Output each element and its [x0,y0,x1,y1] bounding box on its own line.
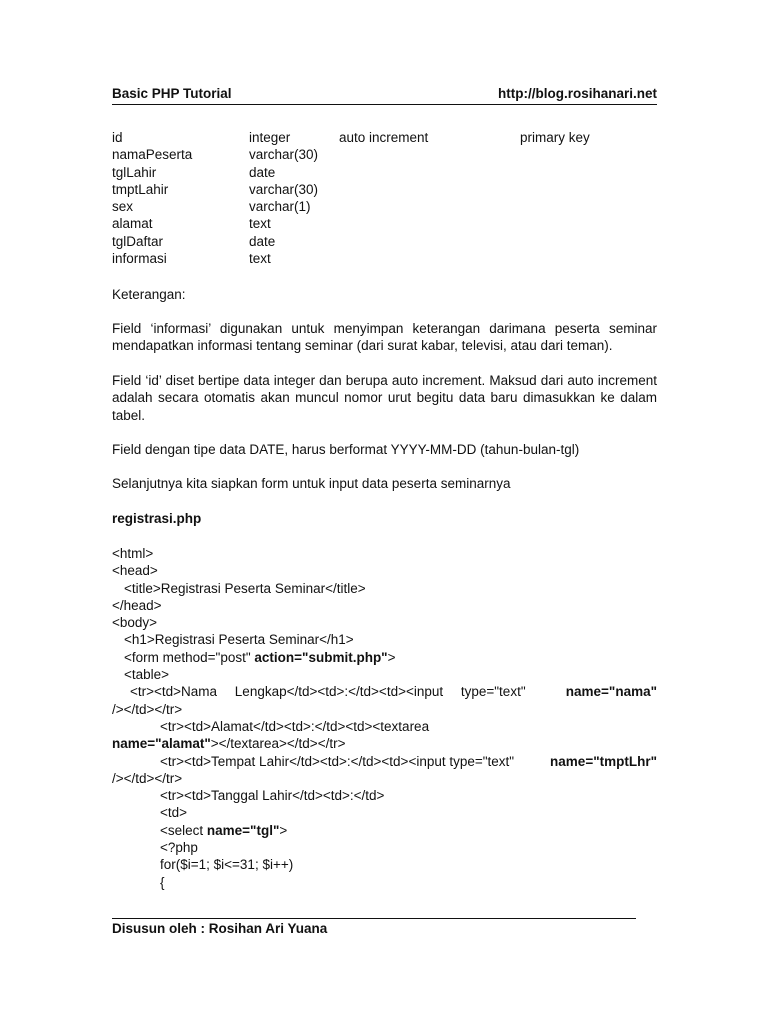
code-text: <select [160,822,207,838]
field-row [112,233,657,250]
paragraph-id: Field ‘id’ diset bertipe data integer dan berupa auto increment. Maksud dari auto increment adalah secara otomatis akan muncul nomor urut begitu data baru dimasukkan ke dalam tabel. [112,373,657,423]
field-type: text [249,216,271,232]
code-text: <title>Registrasi Peserta Seminar</title> [124,580,366,596]
field-extra: auto increment [339,130,429,145]
field-name: tglDaftar [112,233,164,249]
code-line [112,787,657,804]
code-text: <tr><td>Tanggal Lahir</td><td>:</td> [160,788,385,804]
field-row [112,146,657,163]
field-row [112,181,657,198]
code-text: > [387,649,396,665]
footer-divider [112,918,636,919]
code-line [112,597,657,614]
code-text: <form method="post" [124,649,255,665]
code-text-bold: name="tmptLhr" [550,753,657,769]
field-name: informasi [112,251,167,267]
field-name: sex [112,199,134,215]
code-line [112,856,657,873]
code-line [112,545,657,562]
code-text: <tr><td>Tempat Lahir</td><td>:</td><td><input type="text" [160,753,515,769]
field-row [112,129,657,146]
field-name: id [112,130,123,145]
field-row [112,164,657,181]
code-text: <?php [160,840,198,856]
code-line [112,683,657,700]
filename-heading: registrasi.php [112,511,202,526]
code-line [112,874,657,891]
code-text: /></td></tr> [112,701,183,717]
code-text: </head> [112,597,162,613]
field-row [112,198,657,215]
code-line [112,631,657,648]
field-row [112,215,657,232]
code-listing [112,545,657,891]
field-type: varchar(1) [249,199,311,215]
paragraph-date-format: Field dengan tipe data DATE, harus berformat YYYY-MM-DD (tahun-bulan-tgl) [112,442,580,457]
code-text-bold: name="nama" [565,684,657,700]
code-line [112,770,657,787]
code-line [112,666,657,683]
code-text: <html> [112,546,154,561]
page-header [112,86,657,104]
code-line [112,562,657,579]
code-line [112,822,657,839]
code-line [112,580,657,597]
code-line [112,735,657,752]
code-line [112,649,657,666]
header-url: http://blog.rosihanari.net [498,86,657,101]
code-line [112,718,657,735]
field-table [112,129,657,267]
footer-author: Disusun oleh : Rosihan Ari Yuana [112,921,328,936]
code-text-bold: action="submit.php" [254,649,388,665]
paragraph-informasi: Field ‘informasi’ digunakan untuk menyimpan keterangan darimana peserta seminar mendapatkan informasi tentang seminar (dari surat kabar, televisi, atau dari teman). [112,321,657,354]
code-line [112,614,657,631]
code-text: for($i=1; $i<=31; $i++) [160,857,294,873]
field-row [112,250,657,267]
code-line [112,753,657,770]
paragraph-next: Selanjutnya kita siapkan form untuk input data peserta seminarnya [112,476,511,491]
header-divider [112,104,657,105]
code-text: > [279,822,288,838]
field-key: primary key [520,130,590,145]
field-name: alamat [112,216,153,232]
field-type: text [249,251,271,267]
code-text: <head> [112,563,158,579]
field-type: integer [249,130,291,145]
code-text: <tr><td>Nama Lengkap</td><td>:</td><td><input type="text" [130,684,526,700]
code-line [112,701,657,718]
code-text: { [160,874,165,890]
field-type: varchar(30) [249,181,319,197]
code-line [112,839,657,856]
field-name: tglLahir [112,164,157,180]
field-name: tmptLahir [112,181,169,197]
field-name: namaPeserta [112,147,193,163]
header-title: Basic PHP Tutorial [112,86,232,101]
code-text: /></td></tr> [112,770,183,786]
code-text-bold: name="tgl" [206,822,280,838]
field-type: varchar(30) [249,147,319,163]
code-line [112,804,657,821]
field-type: date [249,164,276,180]
code-text: <h1>Registrasi Peserta Seminar</h1> [124,632,354,648]
code-text: ></textarea></td></tr> [210,736,346,752]
code-text: <td> [160,805,188,821]
code-text: <table> [124,667,170,683]
code-text: <tr><td>Alamat</td><td>:</td><td><textarea [160,718,430,734]
code-text-bold: name="alamat" [112,736,211,752]
code-text: <body> [112,615,158,631]
field-type: date [249,233,276,249]
keterangan-label: Keterangan: [112,287,186,302]
